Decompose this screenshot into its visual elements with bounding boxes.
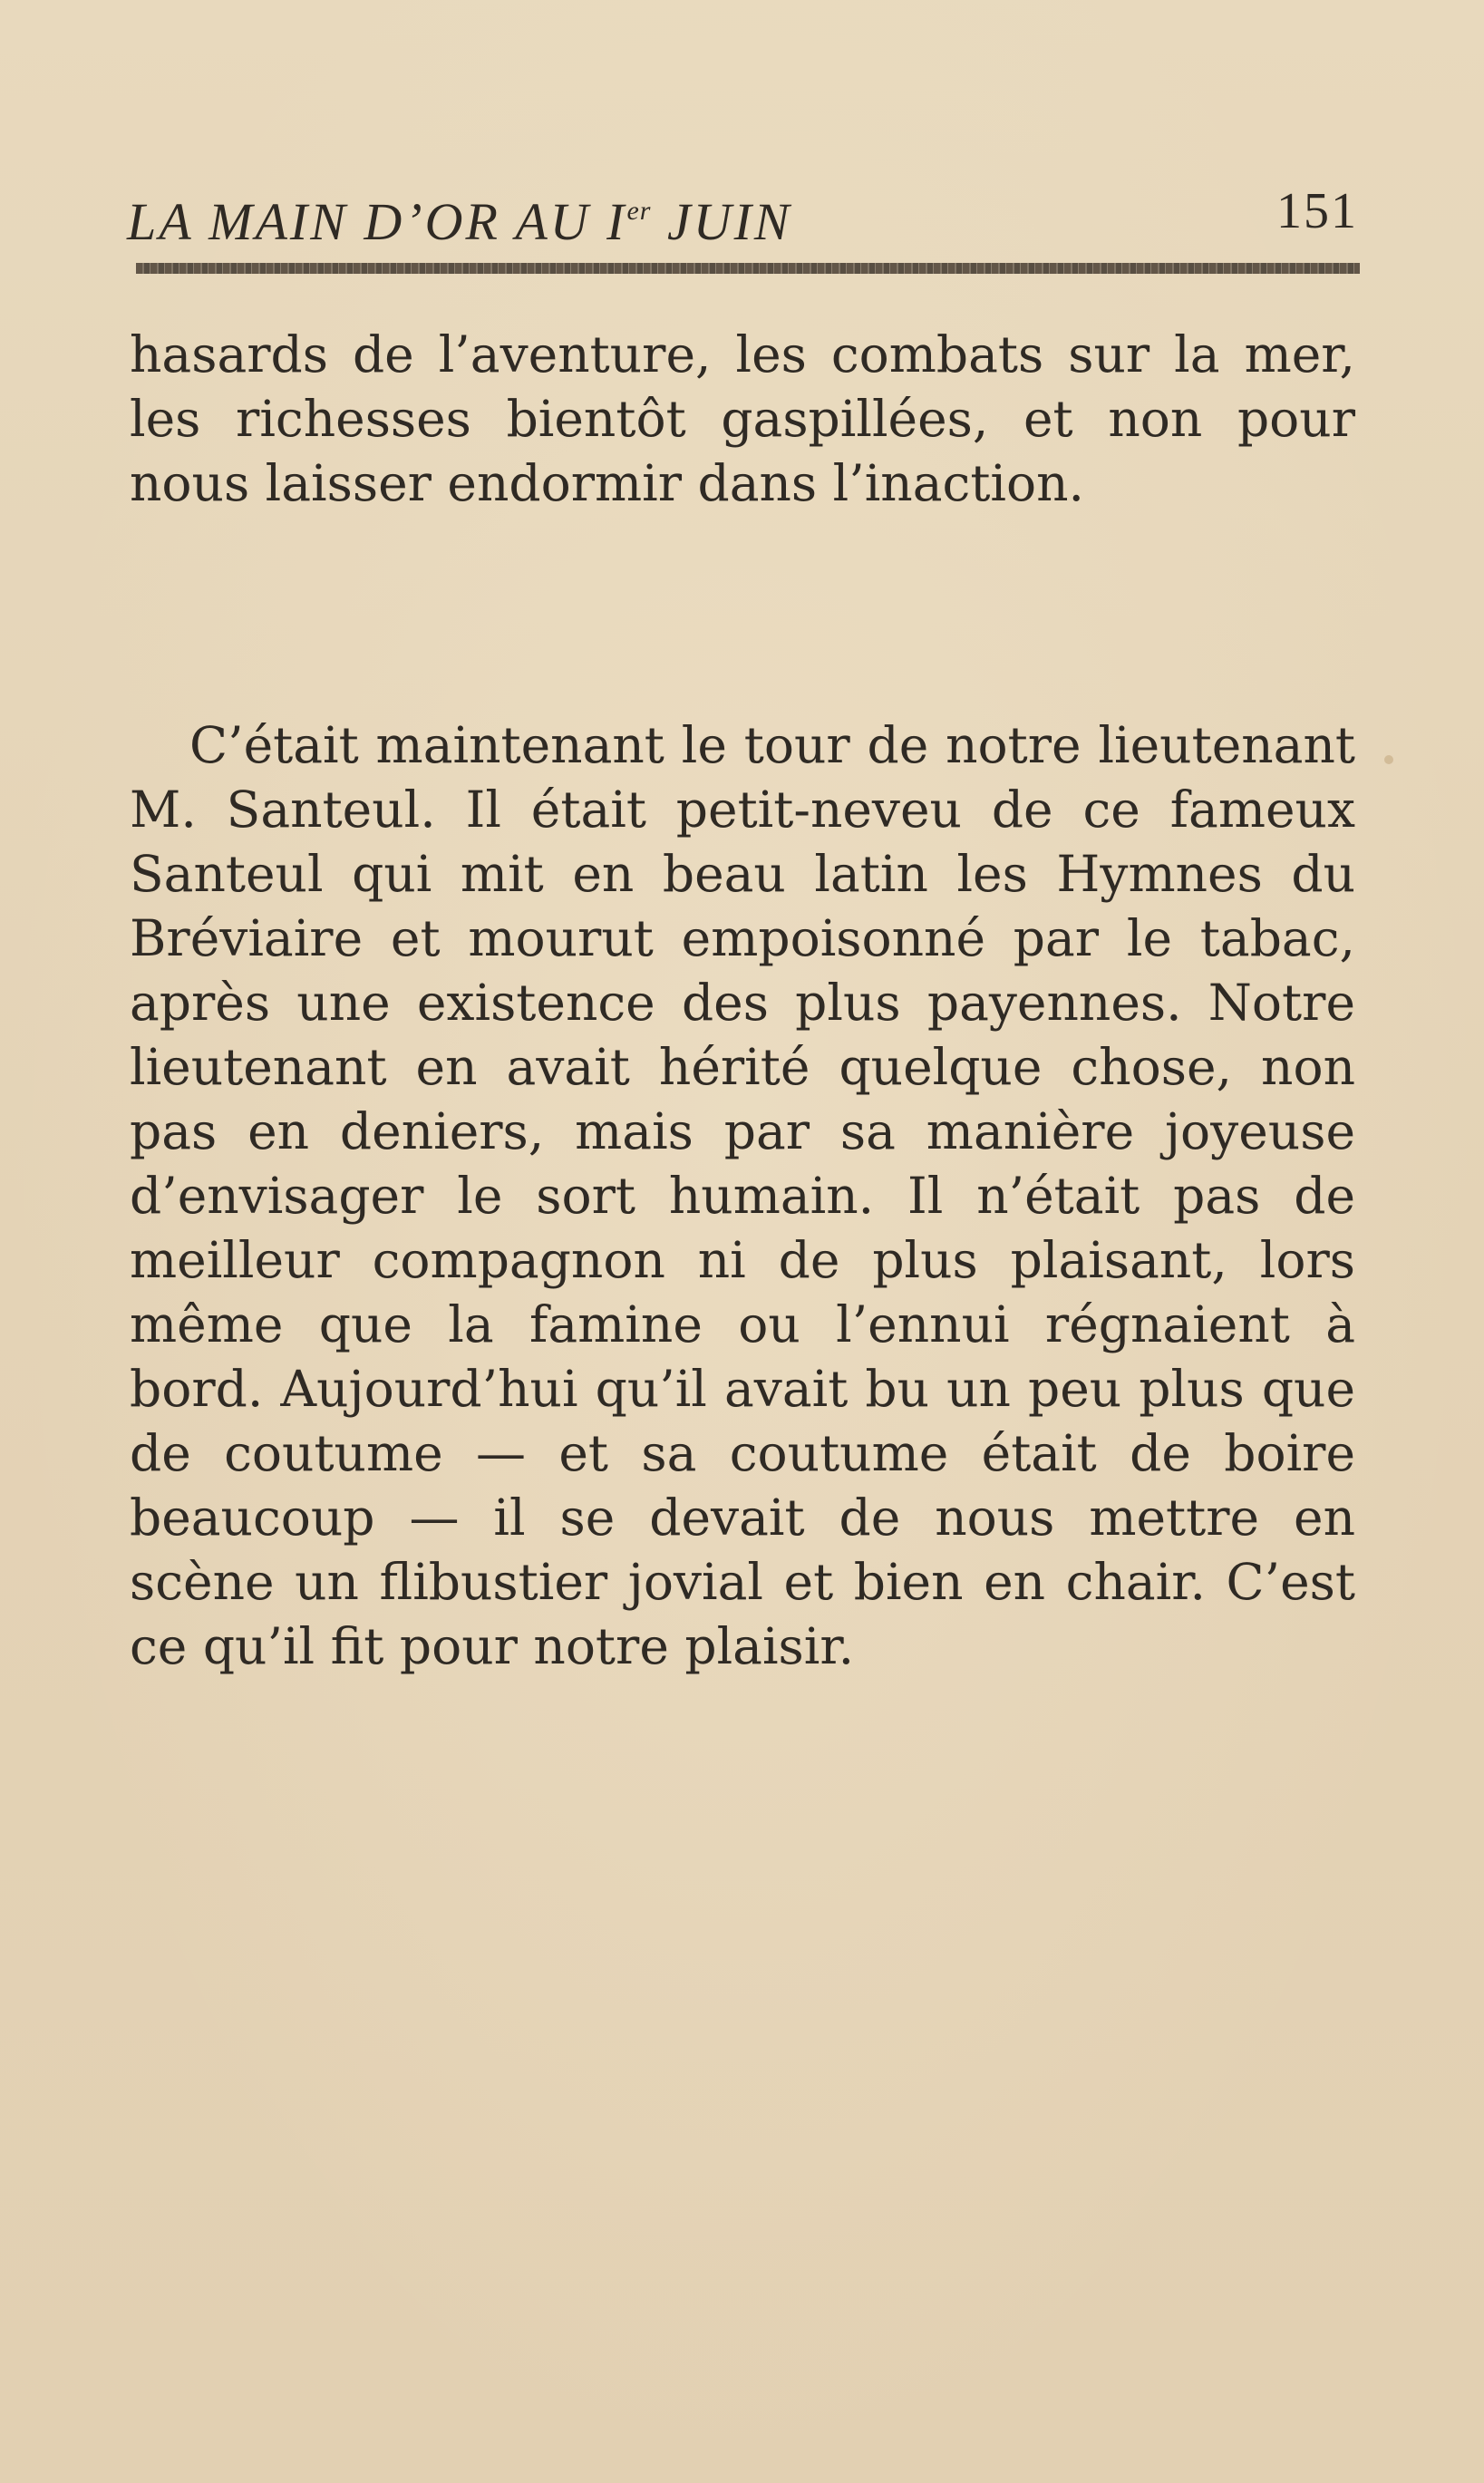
running-title-main: LA MAIN D’OR AU I <box>127 192 627 251</box>
running-title <box>127 179 792 254</box>
paragraph-continuation: hasards de l’aventure, les combats sur la mer, les richesses bientôt gaspillées, et non pour nous laisser endormir dans l’inaction. <box>130 325 1355 512</box>
running-title-superscript: er <box>626 196 652 226</box>
paragraph-santeul: C’était maintenant le tour de notre lieutenant M. Santeul. Il était petit-neveu de ce fameux Santeul qui mit en beau latin les Hymnes du Bréviaire et mourut empoisonné par le tabac, après une existence des plus payennes. Notre lieutenant en avait hérité quelque chose, non pas en deniers, mais par sa manière joyeuse d’envisager le sort humain. Il n’était pas de meilleur compagnon ni de plus plaisant, lors même que la famine ou l’ennui régnaient à bord. Aujourd’hui qu’il avait bu un peu plus que de coutume — et sa coutume était de boire beaucoup — il se devait de nous mettre en scène un flibustier jovial et bien en chair. C’est ce qu’il fit pour notre plaisir. <box>130 716 1355 1675</box>
page-number: 151 <box>1276 183 1358 239</box>
header-rule <box>136 263 1360 274</box>
running-title-end: JUIN <box>651 192 792 251</box>
text-block-main <box>130 713 1355 1679</box>
text-block-continuation <box>130 323 1355 516</box>
running-head <box>127 179 1358 251</box>
paper-speck <box>1384 755 1393 764</box>
